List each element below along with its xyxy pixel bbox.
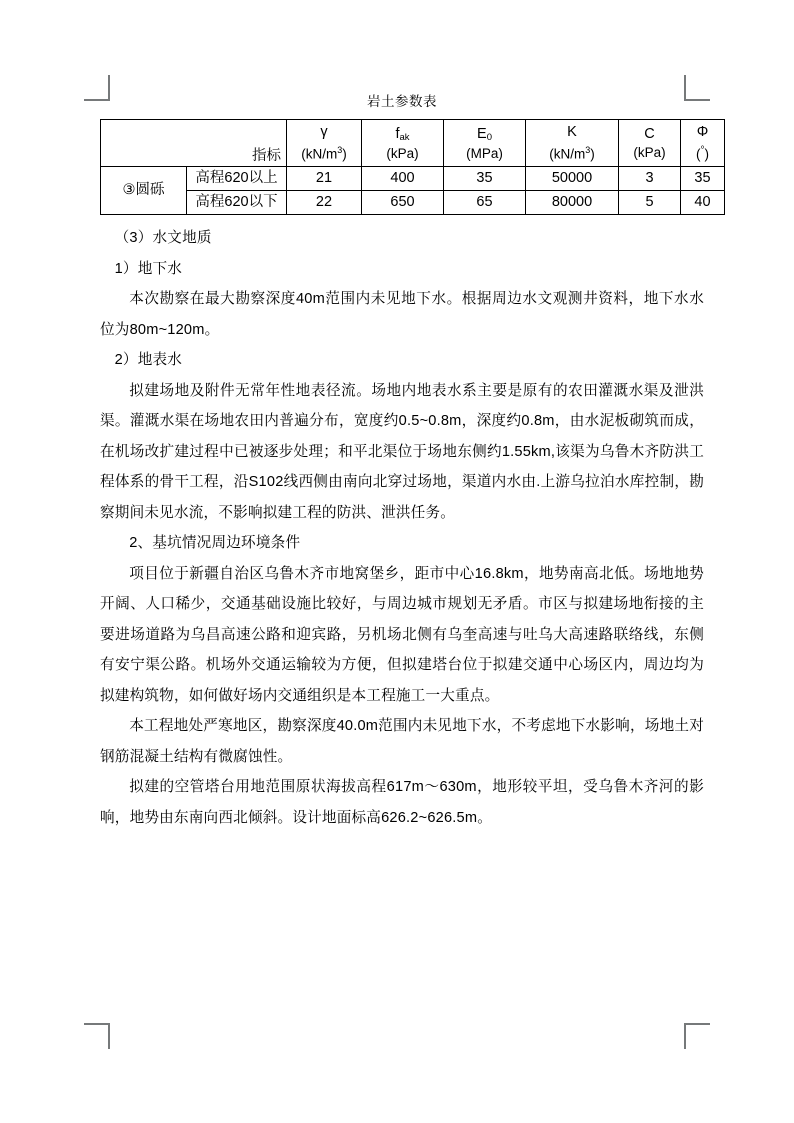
- table-header-symbol: γ: [320, 124, 328, 141]
- paragraph-site-elevation: 拟建的空管塔台用地范围原状海拔高程617m～630m，地形较平坦，受乌鲁木齐河的影响，地势由东南向西北倾斜。设计地面标高626.2~626.5m。: [100, 779, 704, 826]
- table-header-symbol: C: [644, 126, 655, 142]
- table-header-unit: $(kN/m^3)$: [301, 145, 347, 162]
- section-heading-pit-environment: 2、基坑情况周边环境条件: [129, 535, 301, 551]
- geotechnical-parameters-table: [100, 119, 725, 215]
- superscript-three: 3: [585, 145, 591, 156]
- section-heading-surface-water: 2）地表水: [114, 352, 183, 368]
- table-header-cell-phi: [681, 120, 725, 167]
- cell-fak: 400: [362, 167, 444, 191]
- table-title: 岩土参数表: [367, 94, 437, 109]
- table-header-cell-c: [619, 120, 681, 167]
- cell-phi: 35: [681, 167, 725, 191]
- paragraph-groundwater: 本次勘察在最大勘察深度40m范围内未见地下水。根据周边水文观测井资料，地下水水位为80m~120m。: [100, 291, 704, 338]
- table-header-symbol: Φ: [696, 124, 709, 141]
- table-header-row: [101, 120, 725, 167]
- cell-k: 80000: [526, 191, 619, 215]
- cell-c: 3: [619, 167, 681, 191]
- cell-e0: 65: [444, 191, 526, 215]
- subscript-ak: ak: [399, 131, 410, 143]
- elevation-label: 高程620以下: [187, 191, 287, 215]
- crop-mark-bottom-right: [684, 1023, 710, 1049]
- table-header-corner-label: 指标: [252, 148, 281, 164]
- cell-gamma: 22: [287, 191, 362, 215]
- table-row: [101, 167, 725, 191]
- table-header-symbol: $E_0$: [477, 125, 492, 143]
- table-header-corner-cell: [101, 120, 287, 167]
- table-header-symbol: K: [567, 124, 577, 141]
- crop-mark-horizontal-rule: [684, 1023, 710, 1025]
- soil-layer-label: ③圆砾: [101, 167, 187, 215]
- table-header-unit: (kPa): [633, 145, 666, 160]
- table-header-unit: $(kN/m^3)$: [549, 145, 595, 162]
- table-header-cell-e0: [444, 120, 526, 167]
- table-header-symbol: $f_{ak}$: [395, 125, 410, 143]
- section-heading-hydrogeology: （3）水文地质: [114, 230, 212, 246]
- paragraph-surface-water: 拟建场地及附件无常年性地表径流。场地内地表水系主要是原有的农田灌溉水渠及泄洪渠。灌溉水渠在场地农田内普遍分布，宽度约0.5~0.8m，深度约0.8m，由水泥板砌筑而成，在机场改扩建过程中已被逐步处理；和平北渠位于场地东侧约1.55km,该渠为乌鲁木齐防洪工程体系的骨干工程，沿S102线西侧由南向北穿过场地，渠道内水由.上游乌拉泊水库控制，勘察期间未见水流，不影响拟建工程的防洪、泄洪任务。: [100, 382, 704, 521]
- elevation-label: 高程620以上: [187, 167, 287, 191]
- crop-mark-vertical-rule: [108, 1023, 110, 1049]
- cell-c: 5: [619, 191, 681, 215]
- table-row: [101, 191, 725, 215]
- cell-phi: 40: [681, 191, 725, 215]
- degree-symbol: °: [700, 145, 705, 157]
- table-header-cell-gamma: [287, 120, 362, 167]
- table-header-unit: (°): [696, 145, 709, 162]
- table-header-cell-fak: [362, 120, 444, 167]
- body-text-block: [100, 223, 704, 833]
- cell-fak: 650: [362, 191, 444, 215]
- section-heading-groundwater: 1）地下水: [114, 260, 183, 277]
- paragraph-project-location: 项目位于新疆自治区乌鲁木齐市地窝堡乡，距市中心16.8km，地势南高北低。场地地势开阔、人口稀少，交通基础设施比较好，与周边城市规划无矛盾。市区与拟建场地衔接的主要进场道路为乌昌高速公路和迎宾路，另机场北侧有乌奎高速与吐乌大高速路联络线，东侧有安宁渠公路。机场外交通运输较为方便，但拟建塔台位于拟建交通中心场区内，周边均为拟建构筑物，如何做好场内交通组织是本工程施工一大重点。: [100, 565, 704, 704]
- cell-e0: 35: [444, 167, 526, 191]
- superscript-three: 3: [337, 145, 343, 156]
- crop-mark-horizontal-rule: [84, 1023, 110, 1025]
- paragraph-cold-region: 本工程地处严寒地区，勘察深度40.0m范围内未见地下水，不考虑地下水影响，场地土对钢筋混凝土结构有微腐蚀性。: [100, 718, 704, 765]
- subscript-zero: 0: [486, 131, 492, 143]
- crop-mark-bottom-left: [84, 1023, 110, 1049]
- table-header-unit: (MPa): [466, 145, 503, 161]
- crop-mark-vertical-rule: [684, 1023, 686, 1049]
- cell-gamma: 21: [287, 167, 362, 191]
- page-content: [100, 92, 711, 833]
- table-header-unit: (kPa): [386, 145, 419, 161]
- cell-k: 50000: [526, 167, 619, 191]
- table-header-cell-k: [526, 120, 619, 167]
